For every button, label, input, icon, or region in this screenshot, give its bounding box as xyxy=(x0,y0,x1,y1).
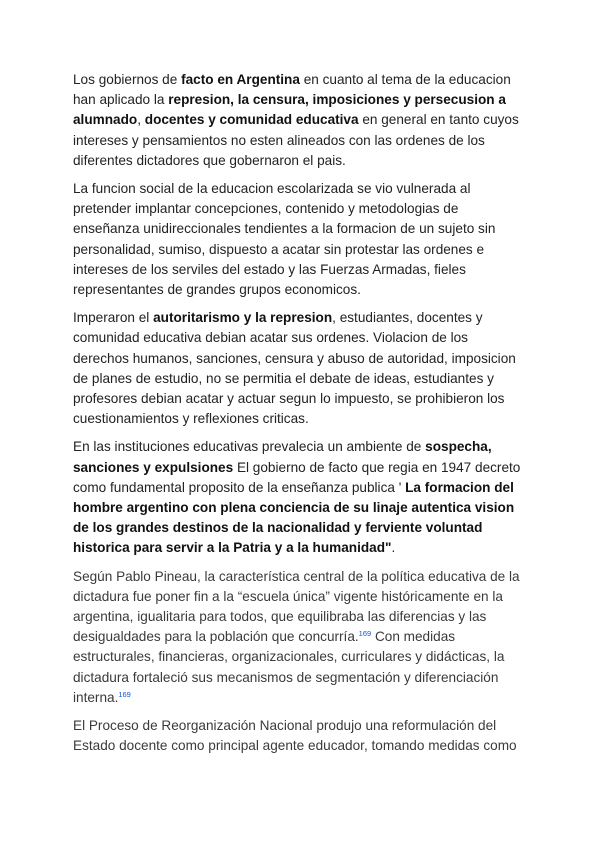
text-run: El gobierno de facto que regia en 1947 decreto como fundamental proposito de la enseñanza publica ' xyxy=(73,459,521,495)
document-body xyxy=(73,70,525,765)
footnote-reference-link[interactable]: 169 xyxy=(118,689,131,699)
bold-text: docentes y comunidad educativa xyxy=(144,112,359,128)
text-run: Los gobiernos de xyxy=(73,72,182,87)
text-run: En las instituciones educativas prevalecia un ambiente de xyxy=(73,439,426,455)
text-run: , estudiantes, docentes y comunidad educativa debian acatar sus ordenes. Violacion de los derechos humanos, sanciones, censura y abuso de autoridad, imposicion de planes de estudio, no se permitia el debate de ideas, estudiantes y profesores debian acatar y actuar segun lo impuesto, se prohibieron los cuestionamientos y reflexiones criticas. xyxy=(73,310,516,427)
footnote-reference-link[interactable]: 169 xyxy=(358,629,372,639)
text-run: Con medidas estructurales, financieras, organizacionales, curriculares y didácticas, la dictadura fortaleció sus mecanismos de segmentación y diferenciación interna. xyxy=(73,629,505,705)
bold-text: La formacion del hombre argentino con plena conciencia de su linaje autentica vision de los grandes destinos de la nacionalidad y ferviente voluntad historica para servir a la Patria y a la humanidad" xyxy=(73,479,515,556)
text-run: en general en tanto cuyos intereses y pensamientos no esten alineados con las ordenes de los diferentes dictadores que gobernaron el pais. xyxy=(73,112,519,168)
text-run: en cuanto al tema de la educacion han aplicado la xyxy=(73,72,511,108)
text-run: El Proceso de Reorganización Nacional produjo una reformulación del Estado docente como principal agente educador, tomando medidas como xyxy=(73,718,517,754)
paragraph xyxy=(73,716,525,756)
paragraph xyxy=(73,567,525,708)
text-run: Según Pablo Pineau, la característica central de la política educativa de la dictadura fue poner fin a la “escuela única” vigente históricamente en la argentina, igualitaria para todos, que equilibraba las diferencias y las desigualdades para la población que concurría. xyxy=(73,568,520,645)
text-run: La funcion social de la educacion escolarizada se vio vulnerada al pretender implantar concepciones, contenido y metodologias de enseñanza unidireccionales tendientes a la formacion de un sujeto sin personalidad, sumiso, dispuesto a acatar sin protestar las ordenes e intereses de los serviles del estado y las Fuerzas Armadas, fieles representantes de grandes grupos economicos. xyxy=(73,181,496,298)
bold-text: facto en Argentina xyxy=(181,72,300,87)
paragraph xyxy=(73,308,525,429)
bold-text: sospecha, sanciones y expulsiones xyxy=(73,439,492,475)
paragraph xyxy=(73,179,525,300)
paragraph xyxy=(73,437,525,558)
paragraph xyxy=(73,70,525,171)
bold-text: represion, la censura, imposiciones y persecusion a alumnado xyxy=(73,92,506,128)
text-run: . xyxy=(391,540,396,556)
bold-text: autoritarismo y la represion xyxy=(153,310,333,326)
text-run: , xyxy=(137,112,145,128)
text-run: Imperaron el xyxy=(73,310,154,326)
